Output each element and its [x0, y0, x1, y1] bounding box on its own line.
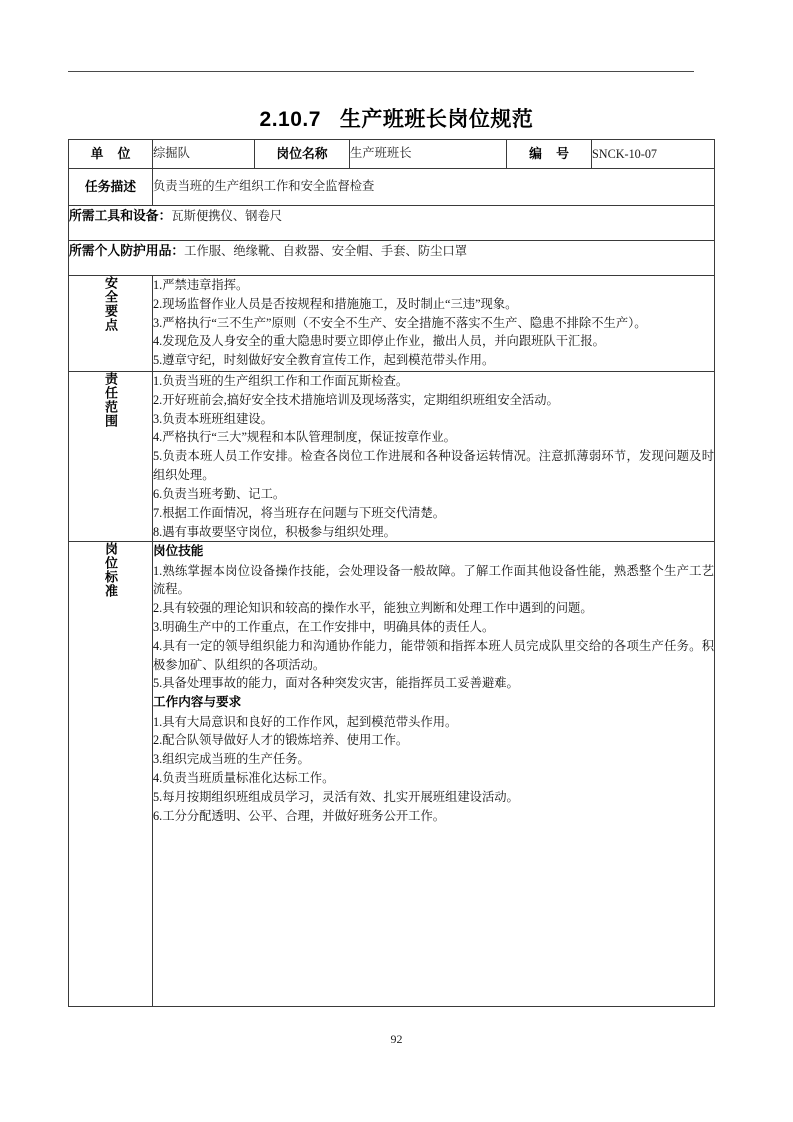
position-standard-label: 岗位标准	[103, 542, 118, 599]
tools-value: 瓦斯便携仪、钢卷尺	[171, 209, 283, 223]
safety-points-label: 安全要点	[103, 276, 118, 332]
list-item: 6.工分分配透明、公平、合理，并做好班务公开工作。	[153, 808, 446, 823]
list-item: 2.现场监督作业人员是否按规程和措施施工，及时制止“三违”现象。	[153, 296, 518, 311]
job-specification-table	[68, 139, 715, 1007]
list-item: 2.开好班前会,搞好安全技术措施培训及现场落实，定期组织班组安全活动。	[153, 392, 559, 407]
list-item: 4.发现危及人身安全的重大隐患时要立即停止作业，撤出人员，并向跟班队干汇报。	[153, 334, 605, 349]
table-row-position-standard	[69, 542, 715, 1007]
table-row-safety-points	[69, 276, 715, 372]
list-item: 1.具有大局意识和良好的工作作风，起到模范带头作用。	[153, 714, 458, 729]
list-item: 3.负责本班班组建设。	[153, 411, 273, 426]
list-item: 4.严格执行“三大”规程和本队管理制度，保证按章作业。	[153, 430, 456, 445]
ppe-value: 工作服、绝缘靴、自救器、安全帽、手套、防尘口罩	[184, 244, 468, 258]
table-row-tools	[69, 206, 715, 241]
list-item: 2.具有较强的理论知识和较高的操作水平，能独立判断和处理工作中遇到的问题。	[153, 601, 593, 616]
duty-scope-label: 责任范围	[103, 372, 118, 428]
work-heading: 工作内容与要求	[153, 695, 242, 710]
task-label: 任务描述	[69, 169, 153, 206]
safety-points-label-cell	[69, 276, 153, 372]
list-item: 4.负责当班质量标准化达标工作。	[153, 770, 335, 785]
ppe-cell	[69, 241, 715, 276]
list-item: 8.遇有事故要坚守岗位，积极参与组织处理。	[153, 524, 396, 539]
page-number: 92	[390, 1032, 403, 1046]
position-name-label: 岗位名称	[255, 140, 350, 169]
list-item: 3.明确生产中的工作重点，在工作安排中，明确具体的责任人。	[153, 620, 495, 635]
table-row-task	[69, 169, 715, 206]
list-item: 7.根据工作面情况，将当班存在问题与下班交代清楚。	[153, 505, 446, 520]
skills-heading: 岗位技能	[153, 544, 204, 559]
list-item: 1.严禁违章指挥。	[153, 278, 249, 292]
list-item: 5.每月按期组织班组成员学习，灵活有效、扎实开展班组建设活动。	[153, 789, 519, 804]
position-standard-content	[153, 542, 715, 1007]
code-label: 编 号	[507, 140, 592, 169]
header-rule-divider	[68, 71, 694, 72]
safety-points-content	[153, 276, 715, 372]
table-row-duty-scope	[69, 372, 715, 542]
position-standard-label-cell	[69, 542, 153, 1007]
code-value: SNCK-10-07	[592, 140, 715, 169]
list-item: 2.配合队领导做好人才的锻炼培养、使用工作。	[153, 733, 409, 748]
position-name-value: 生产班班长	[350, 140, 507, 169]
list-item: 1.负责当班的生产组织工作和工作面瓦斯检查。	[153, 374, 409, 388]
list-item: 5.具备处理事故的能力，面对各种突发灾害，能指挥员工妥善避难。	[153, 676, 519, 691]
unit-label: 单 位	[69, 140, 153, 169]
list-item: 6.负责当班考勤、记工。	[153, 486, 286, 501]
list-item: 1.熟练掌握本岗位设备操作技能，会处理设备一般故障。了解工作面其他设备性能，熟悉整个生产工艺流程。	[153, 563, 714, 597]
list-item: 3.组织完成当班的生产任务。	[153, 752, 310, 767]
table-row-ppe	[69, 241, 715, 276]
unit-value: 综掘队	[153, 140, 255, 169]
list-item: 5.负责本班人员工作安排。检查各岗位工作进展和各种设备运转情况。注意抓薄弱环节，发现问题及时组织处理。	[153, 449, 714, 483]
list-item: 4.具有一定的领导组织能力和沟通协作能力，能带领和指挥本班人员完成队里交给的各项生产任务。积极参加矿、队组织的各项活动。	[153, 638, 714, 672]
page-title: 2.10.7 生产班班长岗位规范	[259, 108, 534, 131]
list-item: 3.严格执行“三不生产”原则（不安全不生产、安全措施不落实不生产、隐患不排除不生产）。	[153, 315, 647, 330]
list-item: 5.遵章守纪，时刻做好安全教育宣传工作，起到模范带头作用。	[153, 353, 495, 368]
table-row-info	[69, 140, 715, 169]
ppe-label: 所需个人防护用品：	[69, 243, 185, 258]
tools-label: 所需工具和设备：	[69, 208, 172, 223]
duty-scope-content	[153, 372, 715, 542]
task-value: 负责当班的生产组织工作和安全监督检查	[153, 169, 715, 206]
tools-cell	[69, 206, 715, 241]
duty-scope-label-cell	[69, 372, 153, 542]
